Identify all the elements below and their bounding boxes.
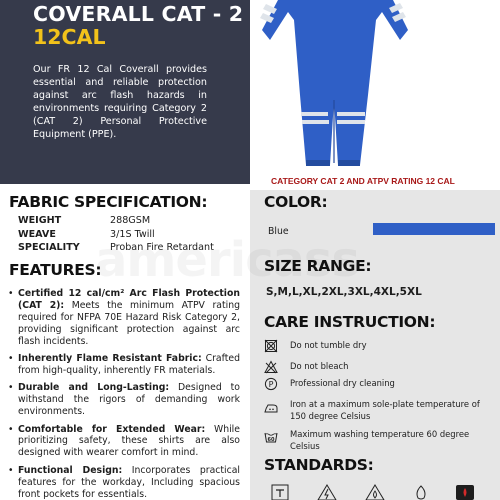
spec-value: 3/1S Twill xyxy=(110,228,155,240)
iron-icon xyxy=(264,401,278,415)
spec-value: 288GSM xyxy=(110,215,151,226)
product-subtitle: 12CAL xyxy=(33,25,106,49)
care-item xyxy=(264,339,494,353)
product-title: COVERALL CAT - 2 xyxy=(33,2,244,26)
feature-text: Designed to withstand the rigors of demanding work environments. xyxy=(18,382,240,418)
bullet-icon: • xyxy=(8,382,14,394)
care-item xyxy=(264,398,494,422)
spec-value: Proban Fire Retardant xyxy=(110,242,214,254)
feature-text: Meets the minimum ATPV rating required for NFPA 70E Hazard Risk Category 2, providing significant protection against arc flash incidents. xyxy=(18,299,240,347)
no-bleach-icon xyxy=(264,360,278,374)
care-text: Professional dry cleaning xyxy=(290,378,395,388)
wash-temp-glyph: 60 xyxy=(267,436,275,443)
spec-label: SPECIALITY xyxy=(18,242,80,254)
color-swatch xyxy=(373,223,495,235)
features-list xyxy=(8,288,240,500)
spec-row xyxy=(18,242,238,256)
feature-title: Durable and Long-Lasting: xyxy=(18,382,170,394)
professional-dry-clean-icon xyxy=(264,377,278,391)
care-item xyxy=(264,428,494,452)
feature-title: Functional Design: xyxy=(18,464,123,476)
bullet-icon: • xyxy=(8,423,14,435)
feature-item xyxy=(8,288,240,348)
feature-text: Incorporates practical features for the workday, Including spacious front pockets for essentials. xyxy=(18,464,240,500)
care-item xyxy=(264,360,494,374)
flame-resistant-icon xyxy=(410,484,432,500)
size-heading: SIZE RANGE: xyxy=(264,257,372,275)
no-tumble-dry-icon xyxy=(264,339,278,353)
care-text: Do not tumble dry xyxy=(290,340,367,350)
feature-title: Inherently Flame Resistant Fabric: xyxy=(18,353,202,365)
arc-flash-icon xyxy=(316,484,338,500)
features-heading: FEATURES: xyxy=(9,261,102,279)
spec-label: WEAVE xyxy=(18,228,56,240)
feature-item xyxy=(8,424,240,460)
feature-item xyxy=(8,465,240,500)
feature-text: While prioritizing safety, these shirts are also designed with wearer comfort in mind. xyxy=(18,423,240,459)
feature-title: Certified 12 cal/cm² Arc Flash Protection (CAT 2): xyxy=(18,288,240,311)
dry-clean-glyph: P xyxy=(268,380,274,389)
bullet-icon: • xyxy=(8,353,14,365)
atpv-rating-label: CATEGORY CAT 2 AND ATPV RATING 12 CAL xyxy=(271,176,455,186)
color-heading: COLOR: xyxy=(264,193,328,211)
standards-icons xyxy=(266,484,496,500)
standard-iso-icon xyxy=(269,484,291,500)
care-text: Iron at a maximum sole-plate temperature of 150 degree Celsius xyxy=(290,399,480,421)
feature-item xyxy=(8,353,240,377)
standards-heading: STANDARDS: xyxy=(264,456,374,474)
flame-protection-icon xyxy=(364,484,386,500)
bullet-icon: • xyxy=(8,288,14,299)
bullet-icon: • xyxy=(8,464,14,476)
care-text: Do not bleach xyxy=(290,361,349,371)
color-name: Blue xyxy=(268,226,289,237)
care-text: Maximum washing temperature 60 degree Celsius xyxy=(290,429,470,451)
fabric-spec-table xyxy=(18,215,238,256)
size-list: S,M,L,XL,2XL,3XL,4XL,5XL xyxy=(266,286,422,298)
product-image-panel xyxy=(250,0,500,184)
product-description: Our FR 12 Cal Coverall provides essential and reliable protection against arc flash hazards in environments requiring Category 2 (CAT 2) Personal Protective Equipment (PPE). xyxy=(33,64,207,140)
spec-row xyxy=(18,215,238,229)
fabric-heading: FABRIC SPECIFICATION: xyxy=(9,193,208,211)
feature-title: Comfortable for Extended Wear: xyxy=(18,423,206,435)
coverall-image xyxy=(250,0,500,170)
care-item xyxy=(264,377,494,391)
feature-item xyxy=(8,382,240,418)
wash-60-icon xyxy=(264,430,278,444)
care-heading: CARE INSTRUCTION: xyxy=(264,313,436,331)
spec-label: WEIGHT xyxy=(18,215,62,226)
spec-row xyxy=(18,229,238,243)
certified-badge-icon xyxy=(454,484,476,500)
feature-text: Crafted from high-quality, inherently FR materials. xyxy=(18,353,241,376)
